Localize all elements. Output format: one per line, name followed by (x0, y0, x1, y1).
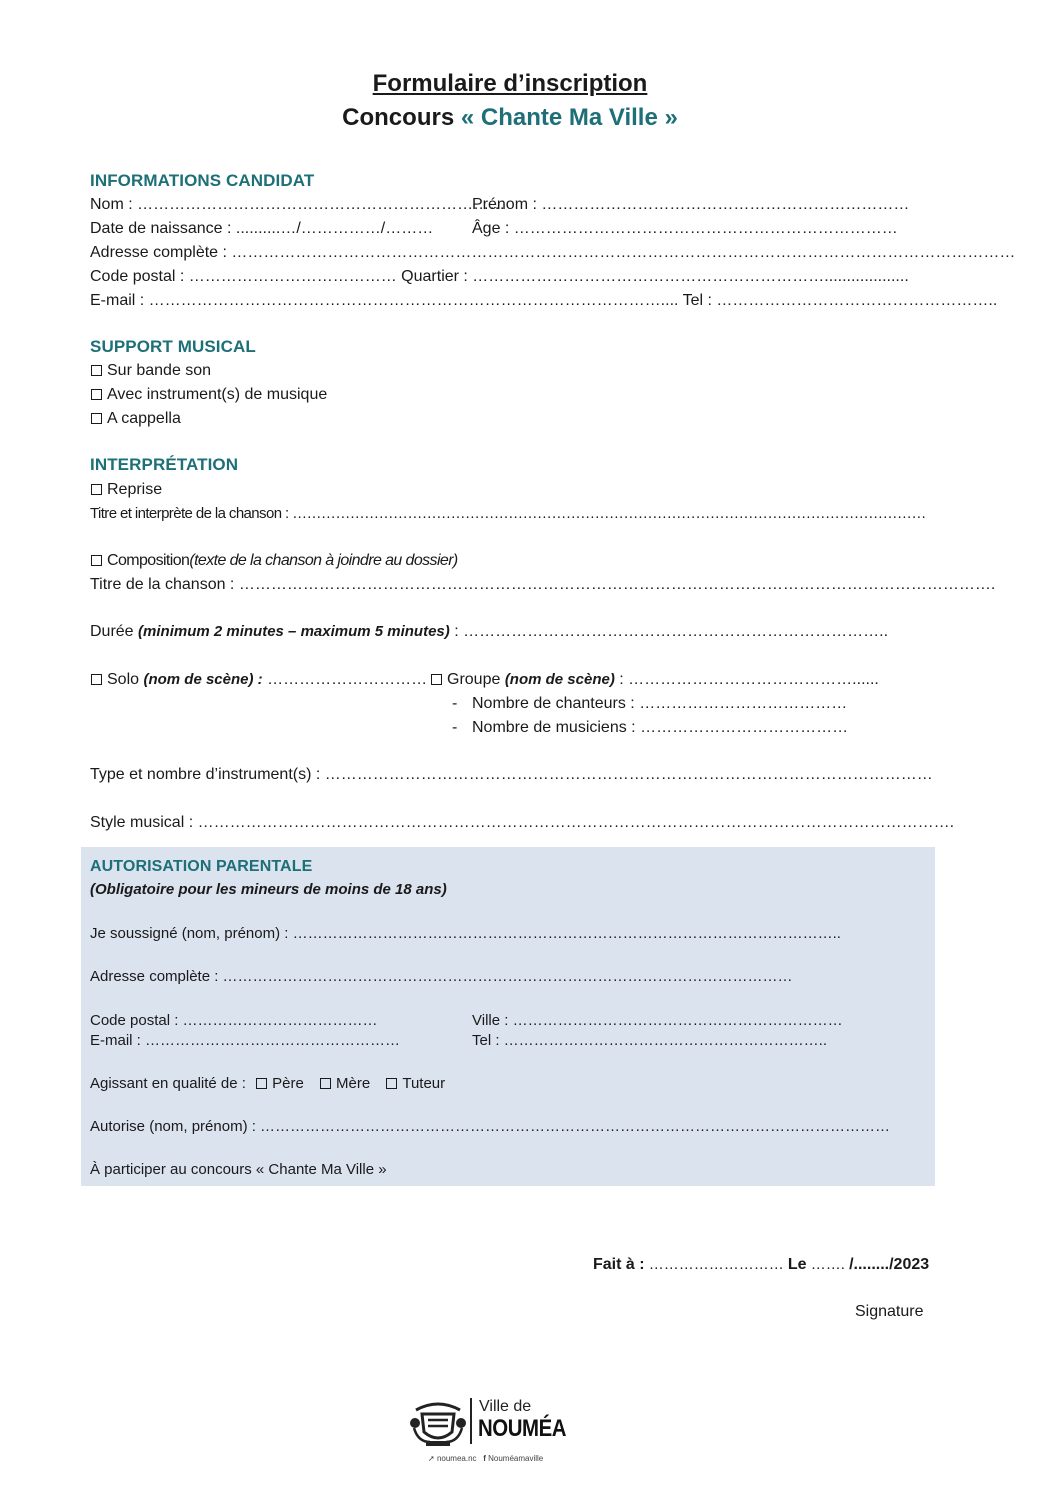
field-autorise[interactable]: Autorise (nom, prénom) : ……………………………………………………………………………………………………………… (90, 1118, 891, 1135)
field-duree[interactable] (90, 623, 888, 641)
form-title: Formulaire d’inscription (372, 70, 648, 97)
section-heading-support: SUPPORT MUSICAL (90, 337, 256, 356)
solo-label: Solo (107, 671, 144, 688)
option-composition[interactable] (91, 552, 458, 570)
groupe-label: Groupe (447, 671, 505, 688)
fait-label: Fait à : (593, 1256, 645, 1273)
option-instruments[interactable] (91, 386, 327, 404)
field-parent-adresse[interactable]: Adresse complète : …………………………………………………………………………………………………… (90, 968, 793, 985)
facebook-icon: f (483, 1454, 486, 1463)
field-agissant (90, 1075, 445, 1092)
checkbox[interactable] (91, 484, 102, 495)
checkbox[interactable] (91, 365, 102, 376)
le-label: Le (787, 1256, 807, 1273)
composition-note: (texte de la chanson à joindre au dossier) (189, 552, 458, 569)
logo-facebook: Nouméamaville (488, 1454, 544, 1463)
duree-note: (minimum 2 minutes – maximum 5 minutes) (138, 623, 450, 640)
option-tuteur[interactable] (386, 1075, 445, 1092)
checkbox[interactable] (91, 674, 102, 685)
checkbox[interactable] (320, 1078, 331, 1089)
option-solo[interactable] (91, 671, 427, 689)
logo-links (428, 1454, 543, 1463)
field-titre-interprete[interactable]: Titre et interprète de la chanson : …………………………………………………………………………………………………………………… (90, 505, 926, 522)
fait-a-line[interactable] (593, 1256, 929, 1274)
signature-label: Signature (855, 1303, 924, 1320)
option-label: Reprise (107, 481, 163, 498)
checkbox[interactable] (91, 389, 102, 400)
logo-noumea: NOUMÉA (478, 1415, 567, 1442)
logo-divider (470, 1398, 472, 1444)
option-label: Sur bande son (107, 362, 212, 379)
field-date-naissance[interactable]: Date de naissance : ..........…/……………/……… (90, 220, 434, 237)
role-label: Père (272, 1075, 304, 1092)
parental-note: (Obligatoire pour les mineurs de moins de 18 ans) (90, 881, 447, 898)
role-label: Mère (335, 1075, 371, 1092)
field-age[interactable]: Âge : ……………………………………………………………… (472, 220, 898, 237)
option-pere[interactable] (256, 1075, 304, 1092)
role-label: Tuteur (402, 1075, 446, 1092)
le-dots: ……. (806, 1256, 850, 1273)
field-nom[interactable]: Nom : …………………………………………………………… (90, 196, 506, 213)
option-a-cappella[interactable] (91, 410, 181, 428)
web-icon: ➚ (428, 1454, 435, 1463)
field-nombre-musiciens[interactable]: - Nombre de musiciens : ………………………………… (452, 719, 849, 736)
logo-ville-de: Ville de (479, 1398, 532, 1415)
field-style-musical[interactable]: Style musical : ……………………………………………………………………………………………………………………………. (90, 814, 955, 831)
checkbox[interactable] (386, 1078, 397, 1089)
checkbox[interactable] (431, 674, 442, 685)
field-code-postal-quartier[interactable]: Code postal : ………………………………… Quartier : …………………………………………………………................... (90, 268, 909, 285)
field-adresse[interactable]: Adresse complète : ………………………………………………………………………………………………………………………………… (90, 244, 1016, 261)
chanteurs-text: Nombre de chanteurs : ………………………………… (472, 695, 848, 712)
contest-name: « Chante Ma Ville » (460, 104, 678, 131)
field-parent-email[interactable]: E-mail : …………………………………………… (90, 1032, 401, 1049)
field-nombre-chanteurs[interactable]: - Nombre de chanteurs : ………………………………… (452, 695, 848, 712)
agissant-label: Agissant en qualité de : (90, 1075, 246, 1092)
checkbox[interactable] (91, 413, 102, 424)
field-instruments[interactable]: Type et nombre d’instrument(s) : …………………………………………………………………………………………………… (90, 766, 933, 783)
option-reprise[interactable] (91, 481, 162, 499)
field-titre-chanson[interactable]: Titre de la chanson : ……………………………………………………………………………………………………………………………. (90, 576, 996, 593)
field-prenom[interactable]: Prénom : …………………………………………………………… (472, 196, 910, 213)
option-groupe[interactable] (431, 671, 879, 689)
option-label: Avec instrument(s) de musique (107, 386, 328, 403)
field-email-tel[interactable]: E-mail : …………………………………………………………………………………….... Tel : …………………………………………….. (90, 292, 998, 309)
option-label: A cappella (107, 410, 181, 427)
groupe-note: (nom de scène) (504, 671, 615, 688)
participation-text: À participer au concours « Chante Ma Ville » (90, 1161, 387, 1178)
section-heading-interpretation: INTERPRÉTATION (90, 455, 239, 474)
groupe-dots: : ……………………………………...... (614, 671, 879, 688)
ville-de-noumea-logo (408, 1396, 578, 1468)
field-parent-code-postal[interactable]: Code postal : ………………………………… (90, 1012, 378, 1029)
section-heading-parental: AUTORISATION PARENTALE (90, 858, 313, 875)
duree-dots: : …………………………………………………………………….. (449, 623, 889, 640)
fait-dots: ……………………… (644, 1256, 788, 1273)
field-soussigne[interactable]: Je soussigné (nom, prénom) : ……………………………………………………………………………………………….. (90, 925, 841, 942)
contest-title (0, 104, 1020, 132)
duree-label: Durée (90, 623, 139, 640)
option-bande-son[interactable] (91, 362, 211, 380)
field-parent-ville[interactable]: Ville : ………………………………………………………… (472, 1012, 843, 1029)
field-parent-tel[interactable]: Tel : ……………………………………………………….. (472, 1032, 828, 1049)
checkbox[interactable] (91, 555, 102, 566)
option-label: Composition (107, 552, 190, 569)
musiciens-text: Nombre de musiciens : ………………………………… (472, 719, 849, 736)
option-mere[interactable] (320, 1075, 370, 1092)
checkbox[interactable] (256, 1078, 267, 1089)
contest-prefix: Concours (342, 104, 461, 131)
section-heading-candidat: INFORMATIONS CANDIDAT (90, 171, 315, 190)
logo-site: noumea.nc (436, 1454, 477, 1463)
date-suffix: /......../2023 (849, 1256, 930, 1273)
noumea-coat-of-arms-icon (408, 1398, 468, 1448)
solo-note: (nom de scène) : (143, 671, 263, 688)
solo-dots: ………………………… (262, 671, 428, 688)
